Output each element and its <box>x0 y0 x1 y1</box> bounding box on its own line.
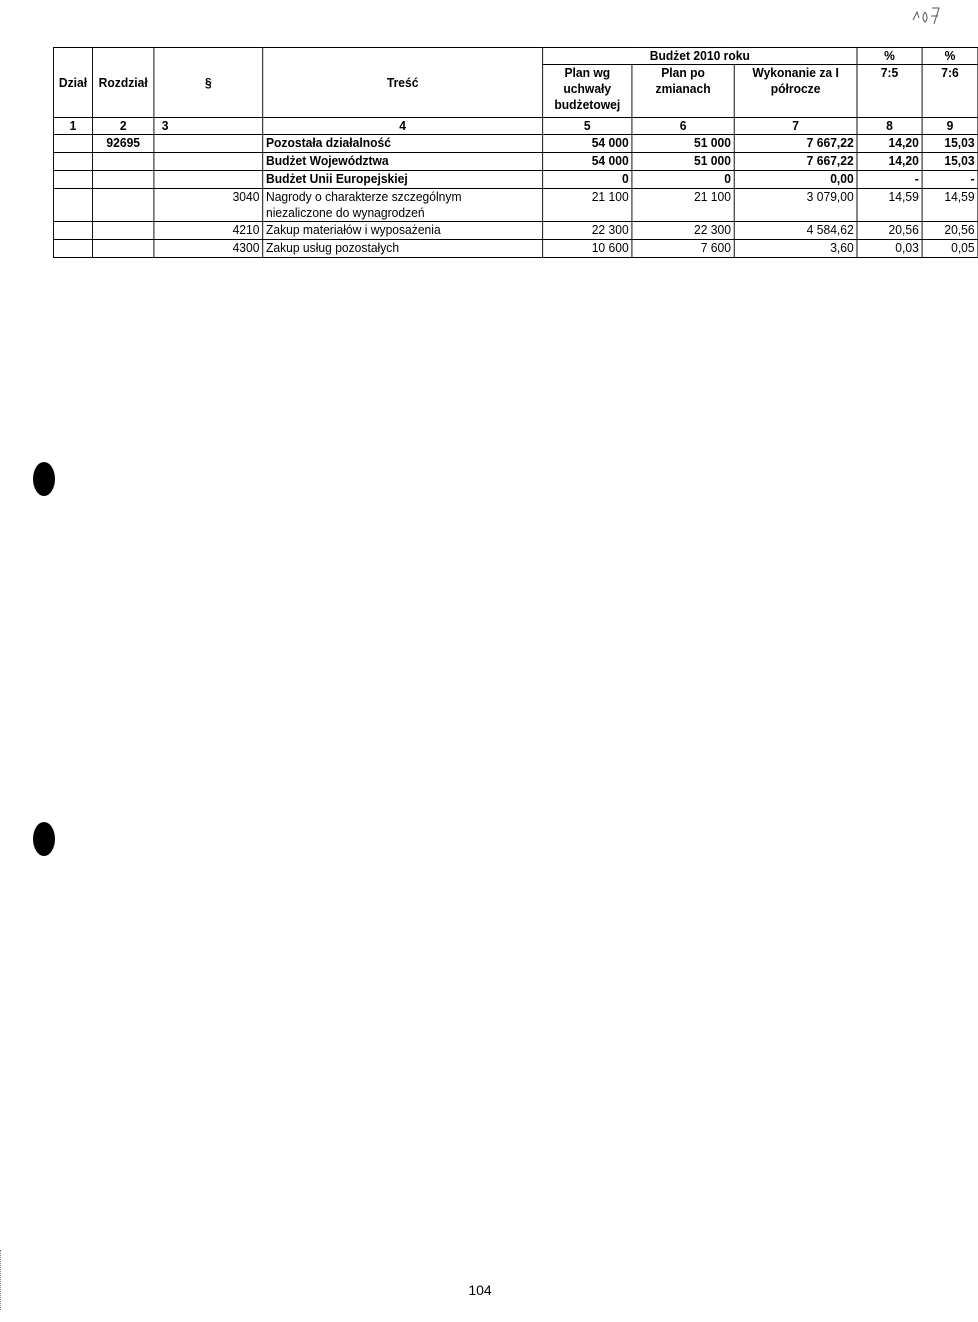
cell-plan-wg: 22 300 <box>543 222 632 240</box>
cell-plan-po: 0 <box>632 171 734 189</box>
column-number: 6 <box>632 118 734 135</box>
column-number: 9 <box>922 118 978 135</box>
cell-paragraf <box>154 135 263 153</box>
column-number: 1 <box>53 118 92 135</box>
header-pct-7-5: 7:5 <box>857 65 922 118</box>
table-row <box>53 153 977 171</box>
table-row <box>53 222 977 240</box>
header-wykonanie: Wykonanie za I półrocze <box>734 65 857 118</box>
cell-rozdzial <box>93 240 154 258</box>
header-plan-wg-uchwaly: Plan wg uchwały budżetowej <box>543 65 632 118</box>
cell-plan-wg: 54 000 <box>543 135 632 153</box>
header-rozdzial: Rozdział <box>93 48 154 118</box>
handwritten-page-mark <box>905 2 955 30</box>
cell-plan-wg: 21 100 <box>543 189 632 222</box>
cell-plan-wg: 0 <box>543 171 632 189</box>
cell-paragraf: 4210 <box>154 222 263 240</box>
cell-rozdzial <box>93 189 154 222</box>
cell-paragraf: 3040 <box>154 189 263 222</box>
table-row <box>53 171 977 189</box>
cell-tresc: Zakup materiałów i wyposażenia <box>263 222 543 240</box>
cell-pct-7-5: 20,56 <box>857 222 922 240</box>
cell-paragraf <box>154 171 263 189</box>
page-number: 104 <box>468 1282 492 1298</box>
cell-wykonanie: 0,00 <box>734 171 857 189</box>
header-budget-2010: Budżet 2010 roku <box>543 48 857 65</box>
cell-pct-7-6: 0,05 <box>922 240 978 258</box>
cell-plan-po: 51 000 <box>632 135 734 153</box>
column-number: 3 <box>154 118 263 135</box>
cell-pct-7-5: - <box>857 171 922 189</box>
cell-dzial <box>53 153 92 171</box>
cell-pct-7-5: 14,59 <box>857 189 922 222</box>
cell-dzial <box>53 189 92 222</box>
column-number: 4 <box>263 118 543 135</box>
table-row <box>53 135 977 153</box>
column-number: 8 <box>857 118 922 135</box>
cell-plan-po: 51 000 <box>632 153 734 171</box>
cell-dzial <box>53 135 92 153</box>
binder-hole-bottom <box>33 822 55 856</box>
cell-paragraf <box>154 153 263 171</box>
cell-tresc-line-2: niezaliczone do wynagrodzeń <box>265 205 425 220</box>
cell-tresc <box>263 189 543 222</box>
cell-wykonanie: 7 667,22 <box>734 135 857 153</box>
cell-wykonanie: 3,60 <box>734 240 857 258</box>
cell-pct-7-6: - <box>922 171 978 189</box>
header-pct-7-6-symbol: % <box>922 48 978 65</box>
table-row <box>53 189 977 222</box>
cell-wykonanie: 4 584,62 <box>734 222 857 240</box>
column-number: 7 <box>734 118 857 135</box>
column-number: 5 <box>543 118 632 135</box>
budget-table <box>53 47 978 258</box>
column-number: 2 <box>93 118 154 135</box>
cell-paragraf: 4300 <box>154 240 263 258</box>
header-paragraf: § <box>154 48 263 118</box>
cell-pct-7-5: 14,20 <box>857 135 922 153</box>
cell-tresc-line-1: Nagrody o charakterze szczególnym <box>265 189 462 204</box>
cell-pct-7-6: 20,56 <box>922 222 978 240</box>
cell-dzial <box>53 222 92 240</box>
header-plan-po-zmianach: Plan po zmianach <box>632 65 734 118</box>
cell-wykonanie: 7 667,22 <box>734 153 857 171</box>
binder-hole-top <box>33 462 55 496</box>
cell-dzial <box>53 171 92 189</box>
cell-wykonanie: 3 079,00 <box>734 189 857 222</box>
cell-tresc: Budżet Województwa <box>263 153 543 171</box>
cell-tresc: Pozostała działalność <box>263 135 543 153</box>
cell-plan-po: 21 100 <box>632 189 734 222</box>
header-tresc: Treść <box>263 48 543 118</box>
cell-rozdzial: 92695 <box>93 135 154 153</box>
cell-tresc: Zakup usług pozostałych <box>263 240 543 258</box>
cell-plan-po: 22 300 <box>632 222 734 240</box>
cell-tresc: Budżet Unii Europejskiej <box>263 171 543 189</box>
cell-pct-7-5: 14,20 <box>857 153 922 171</box>
cell-plan-wg: 54 000 <box>543 153 632 171</box>
header-pct-7-5-symbol: % <box>857 48 922 65</box>
table-row <box>53 240 977 258</box>
margin-scan-marks <box>0 1250 3 1310</box>
cell-pct-7-5: 0,03 <box>857 240 922 258</box>
cell-rozdzial <box>93 153 154 171</box>
cell-pct-7-6: 15,03 <box>922 135 978 153</box>
cell-pct-7-6: 15,03 <box>922 153 978 171</box>
cell-plan-wg: 10 600 <box>543 240 632 258</box>
header-pct-7-6: 7:6 <box>922 65 978 118</box>
cell-dzial <box>53 240 92 258</box>
cell-plan-po: 7 600 <box>632 240 734 258</box>
cell-pct-7-6: 14,59 <box>922 189 978 222</box>
cell-rozdzial <box>93 171 154 189</box>
cell-rozdzial <box>93 222 154 240</box>
header-dzial: Dział <box>53 48 92 118</box>
